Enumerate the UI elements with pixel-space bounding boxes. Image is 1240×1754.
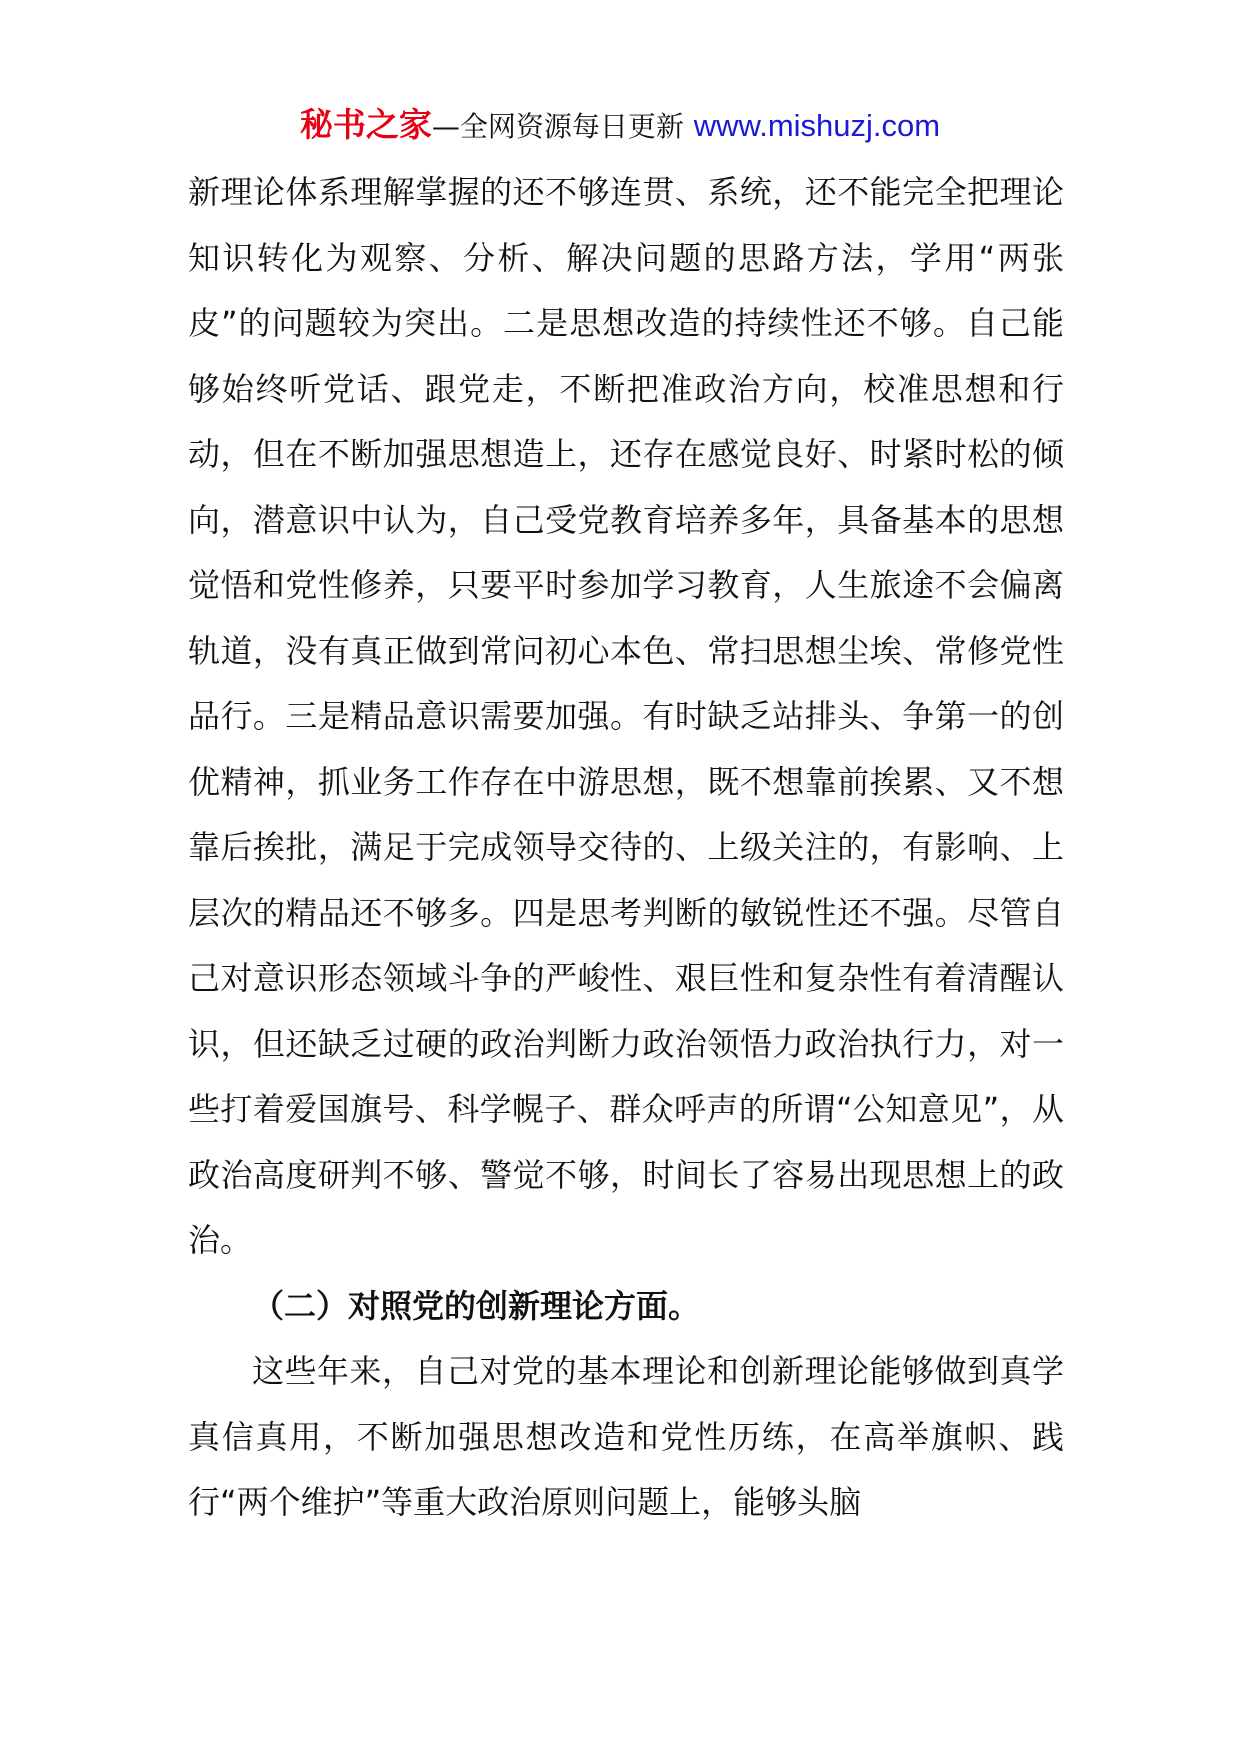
site-brand: 秘书之家 — [299, 105, 432, 144]
site-url-link[interactable]: www.mishuzj.com — [693, 108, 941, 143]
body-paragraph: 这些年来，自己对党的基本理论和创新理论能够做到真学真信真用，不断加强思想改造和党性历练，在高举旗帜、践行“两个维护”等重大政治原则问题上，能够头脑 — [188, 1352, 1064, 1521]
site-header — [0, 103, 1240, 149]
document-body — [188, 160, 1064, 1536]
section-heading: （二）对照党的创新理论方面。 — [252, 1286, 701, 1325]
site-slogan: —全网资源每日更新 — [431, 110, 684, 143]
body-paragraph-continued: 新理论体系理解掌握的还不够连贯、系统，还不能完全把理论知识转化为观察、分析、解决问题的思路方法，学用“两张皮”的问题较为突出。二是思想改造的持续性还不够。自己能够始终听党话、跟党走，不断把准政治方向，校准思想和行动，但在不断加强思想造上，还存在感觉良好、时紧时松的倾向，潜意识中认为，自己受党教育培养多年，具备基本的思想觉悟和党性修养，只要平时参加学习教育，人生旅途不会偏离轨道，没有真正做到常问初心本色、常扫思想尘埃、常修党性品行。三是精品意识需要加强。有时缺乏站排头、争第一的创优精神，抓业务工作存在中游思想，既不想靠前挨累、又不想靠后挨批，满足于完成领导交待的、上级关注的，有影响、上层次的精品还不够多。四是思考判断的敏锐性还不强。尽管自己对意识形态领域斗争的严峻性、艰巨性和复杂性有着清醒认识，但还缺乏过硬的政治判断力政治领悟力政治执行力，对一些打着爱国旗号、科学幌子、群众呼声的所谓“公知意见”，从政治高度研判不够、警觉不够，时间长了容易出现思想上的政治。 — [188, 173, 1064, 1259]
